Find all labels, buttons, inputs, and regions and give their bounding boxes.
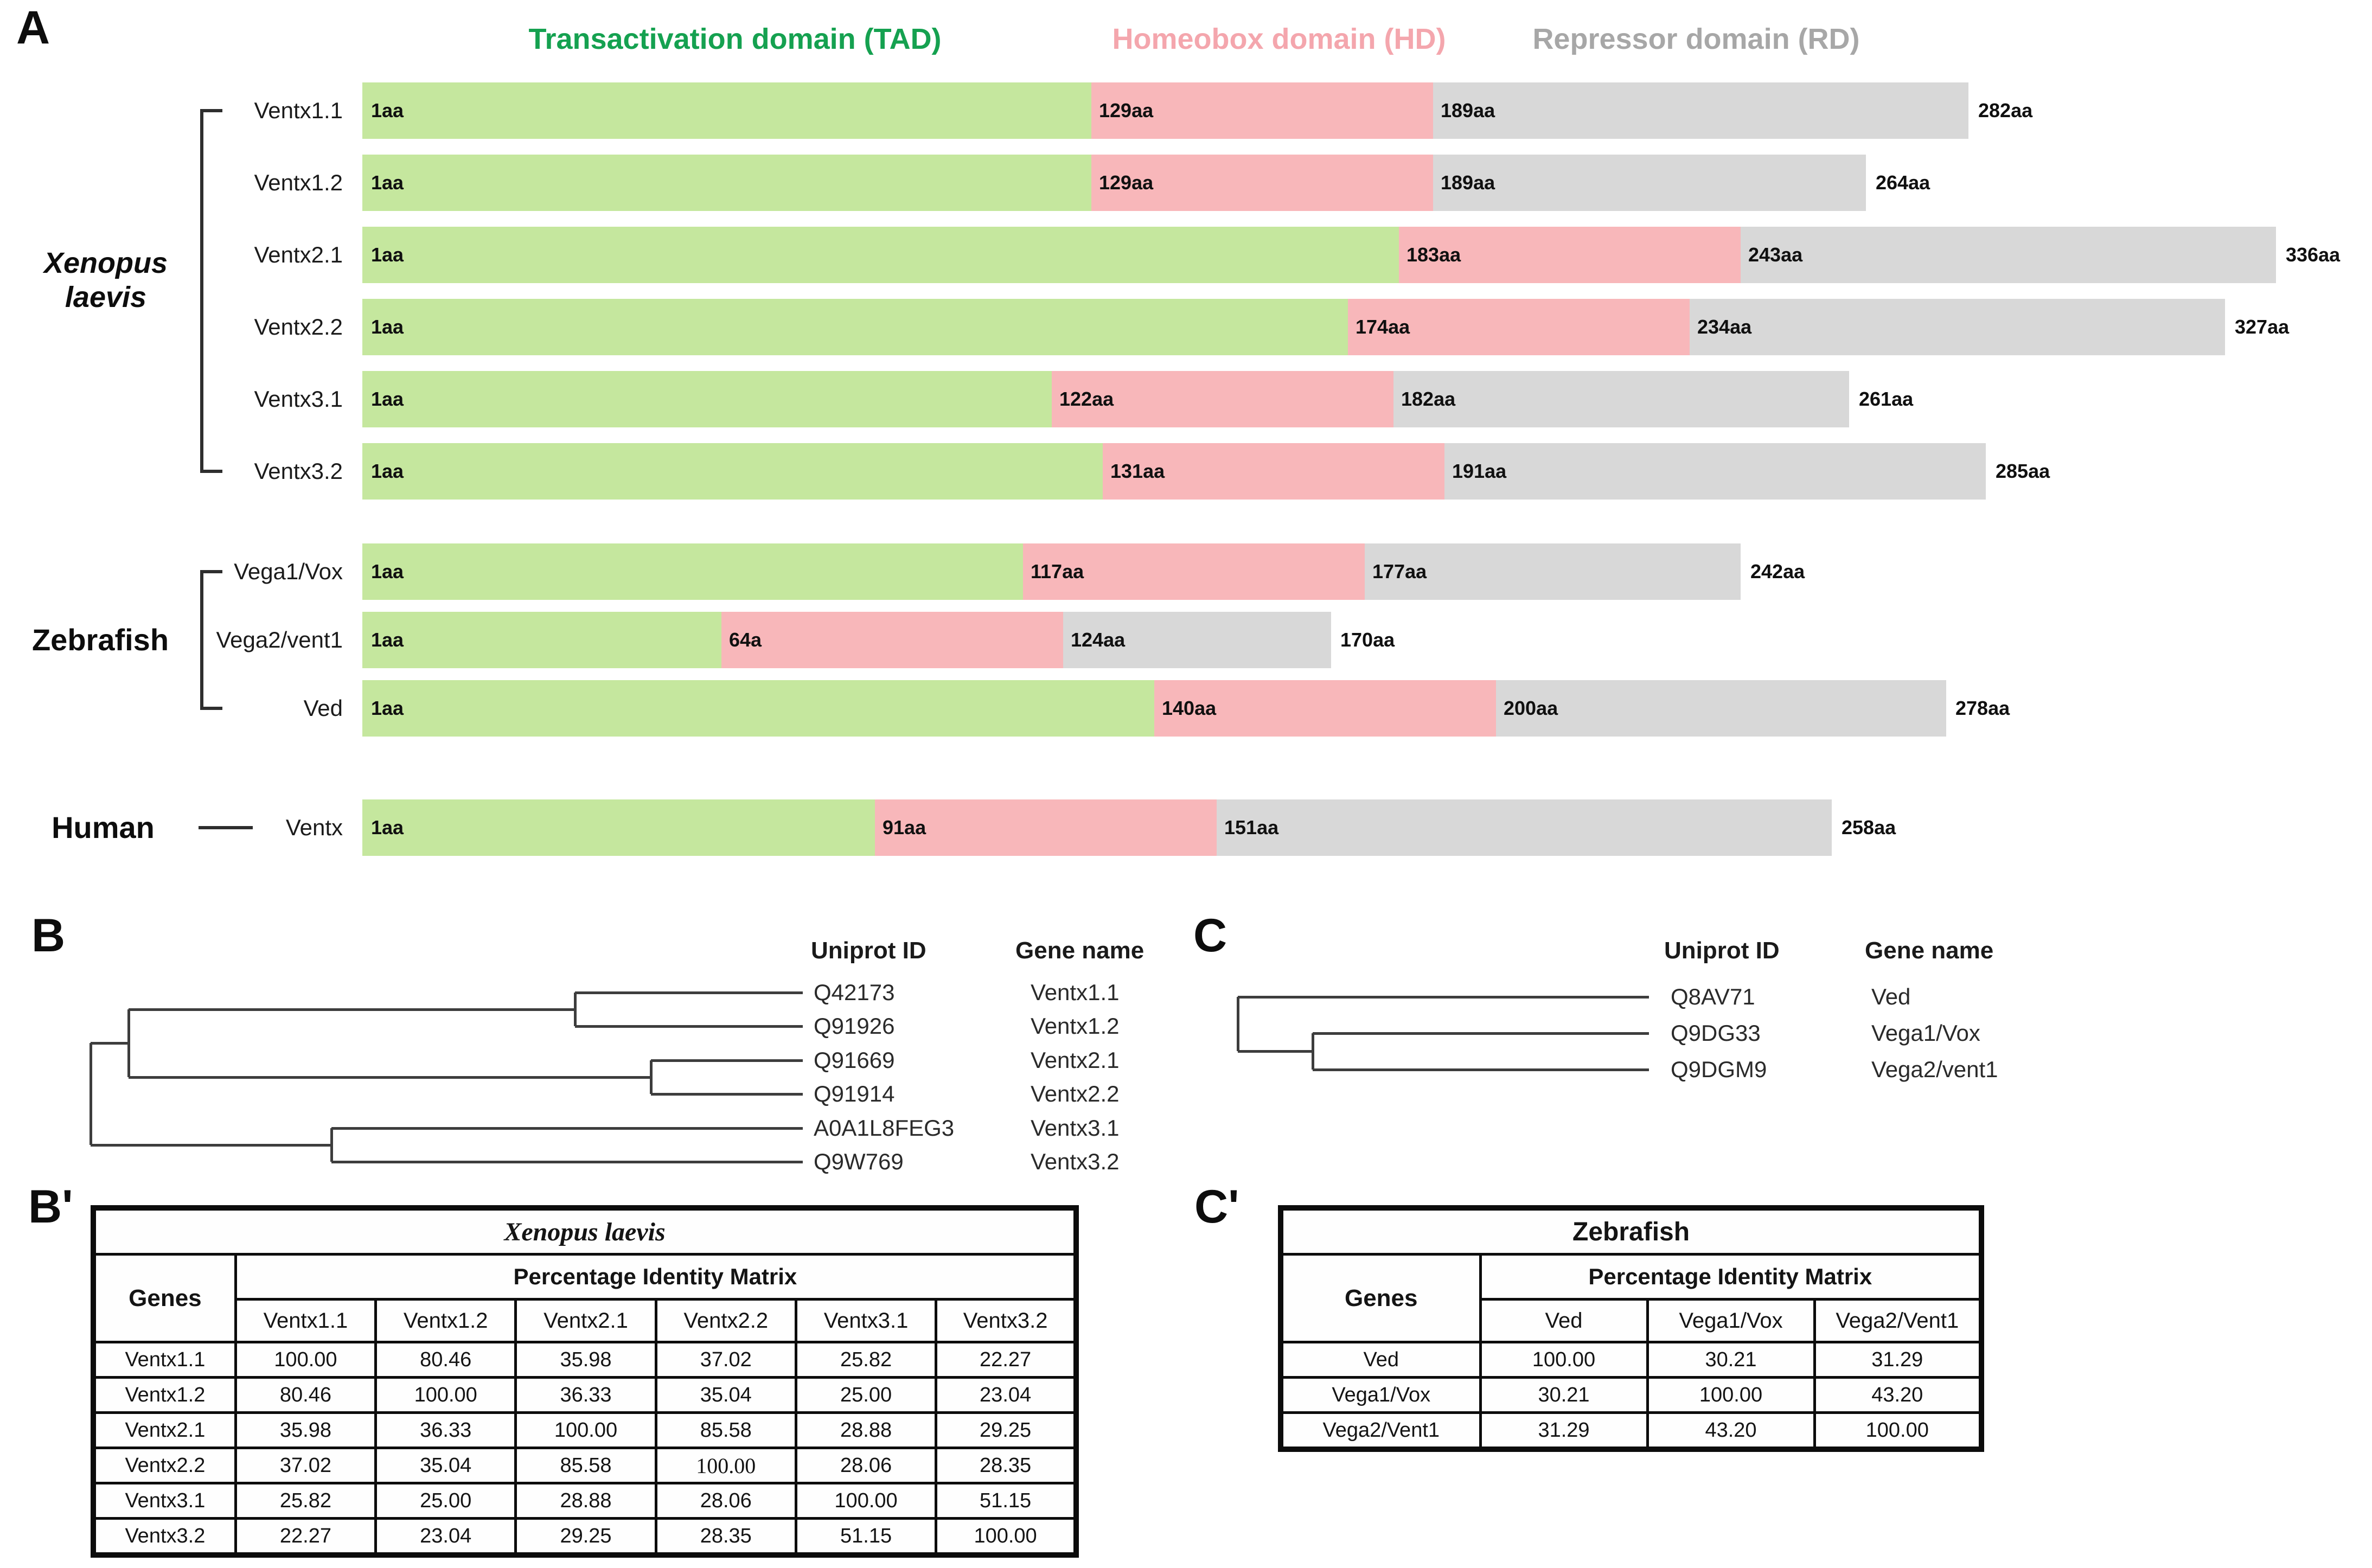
aa-end-label: 264aa [1876, 171, 1930, 194]
gene-name-header: Gene name [1015, 937, 1145, 964]
aa-end-label: 285aa [1996, 460, 2050, 482]
uniprot-id-header: Uniprot ID [1664, 937, 1780, 964]
aa-rd-start-label: 191aa [1452, 460, 1507, 482]
aa-start-label: 1aa [371, 244, 404, 266]
aa-hd-start-label: 64a [729, 629, 762, 651]
matrix-cell: 100.00 [235, 1342, 375, 1378]
aa-end-label: 170aa [1340, 629, 1395, 651]
aa-rd-start-label: 182aa [1401, 388, 1456, 410]
rd-domain-segment [1433, 82, 1968, 139]
matrix-cell: 100.00 [516, 1413, 656, 1448]
protein-row-name: Vega1/Vox [234, 559, 343, 584]
matrix-cell: 29.25 [516, 1519, 656, 1556]
matrix-row-label: Ventx2.1 [93, 1413, 235, 1448]
tree-leaf-uniprot-id: A0A1L8FEG3 [814, 1115, 955, 1141]
panel-c-prime-identity-table [1193, 1182, 2372, 1568]
matrix-row-label: Ventx3.2 [93, 1519, 235, 1556]
tree-branch-h [1313, 1068, 1649, 1071]
species-label-human: Human [52, 810, 155, 844]
aa-end-label: 327aa [2235, 316, 2290, 338]
tree-leaf-gene-name: Vega2/vent1 [1871, 1057, 1998, 1082]
aa-rd-start-label: 124aa [1071, 629, 1126, 651]
matrix-cell: 100.00 [1814, 1413, 1981, 1450]
matrix-cell: 100.00 [1647, 1378, 1814, 1413]
genes-header: Genes [93, 1255, 235, 1342]
matrix-cell: 35.04 [656, 1378, 796, 1413]
matrix-row-label: Ventx3.1 [93, 1483, 235, 1519]
matrix-cell: 37.02 [656, 1342, 796, 1378]
aa-end-label: 282aa [1978, 99, 2033, 121]
matrix-row-label: Vega2/Vent1 [1281, 1413, 1480, 1450]
tree-branch-h [331, 1127, 803, 1130]
aa-start-label: 1aa [371, 560, 404, 583]
tad-domain-segment [362, 371, 1052, 427]
aa-hd-start-label: 91aa [883, 816, 926, 839]
uniprot-id-header: Uniprot ID [811, 937, 926, 964]
tree-leaf-uniprot-id: Q91669 [814, 1047, 895, 1073]
matrix-row-label: Ventx2.2 [93, 1448, 235, 1483]
aa-hd-start-label: 117aa [1031, 560, 1084, 583]
aa-rd-start-label: 189aa [1441, 171, 1495, 194]
tree-leaf-uniprot-id: Q9W769 [814, 1149, 904, 1174]
tree-branch-h [1238, 996, 1649, 999]
tree-leaf-gene-name: Ventx3.2 [1031, 1149, 1120, 1174]
matrix-col-header: Ventx2.2 [656, 1300, 796, 1342]
matrix-cell: 35.98 [516, 1342, 656, 1378]
tree-branch-h [575, 1025, 803, 1028]
protein-row-name: Vega2/vent1 [216, 627, 343, 652]
matrix-col-header: Ventx1.2 [376, 1300, 516, 1342]
aa-end-label: 258aa [1842, 816, 1896, 839]
tree-leaf-gene-name: Ventx2.2 [1031, 1081, 1120, 1106]
tad-domain-segment [362, 680, 1154, 737]
matrix-cell: 43.20 [1814, 1378, 1981, 1413]
tree-branch-h [129, 1008, 575, 1011]
protein-row-name: Ventx2.2 [254, 314, 343, 340]
aa-start-label: 1aa [371, 99, 404, 121]
aa-rd-start-label: 189aa [1441, 99, 1495, 121]
tree-leaf-gene-name: Ved [1871, 984, 1911, 1009]
matrix-cell: 35.04 [376, 1448, 516, 1483]
tree-branch-h [331, 1161, 803, 1163]
table-caption: Zebrafish [1281, 1208, 1981, 1255]
matrix-cell: 31.29 [1480, 1413, 1647, 1450]
panel-c-prime-label: C' [1194, 1181, 1239, 1233]
matrix-col-header: Ventx3.2 [936, 1300, 1076, 1342]
tree-branch-h [1238, 1050, 1313, 1053]
matrix-cell: 51.15 [936, 1483, 1076, 1519]
matrix-cell: 22.27 [235, 1519, 375, 1556]
rd-domain-segment [1741, 227, 2276, 283]
tree-branch-h [1313, 1032, 1649, 1035]
tad-domain-segment [362, 543, 1023, 600]
hd-domain-segment [875, 799, 1217, 856]
matrix-cell: 22.27 [936, 1342, 1076, 1378]
tree-branch-h [651, 1059, 803, 1062]
tree-leaf-gene-name: Ventx1.1 [1031, 980, 1120, 1005]
species-label-zebrafish: Zebrafish [31, 623, 169, 657]
matrix-row-label: Ved [1281, 1342, 1480, 1378]
matrix-cell: 30.21 [1480, 1378, 1647, 1413]
matrix-cell: 100.00 [796, 1483, 936, 1519]
genes-header: Genes [1281, 1255, 1480, 1342]
tree-leaf-uniprot-id: Q9DG33 [1671, 1020, 1761, 1046]
matrix-cell: 100.00 [936, 1519, 1076, 1556]
protein-row-name: Ventx1.1 [254, 98, 343, 123]
tad-domain-segment [362, 227, 1399, 283]
tad-domain-segment [362, 612, 721, 668]
legend-rd-label: Repressor domain (RD) [1532, 23, 1860, 55]
matrix-cell: 28.88 [516, 1483, 656, 1519]
aa-hd-start-label: 174aa [1356, 316, 1410, 338]
matrix-row-label: Vega1/Vox [1281, 1378, 1480, 1413]
aa-start-label: 1aa [371, 816, 404, 839]
aa-hd-start-label: 131aa [1110, 460, 1165, 482]
group-bracket-vertical [200, 109, 203, 473]
hd-domain-segment [721, 612, 1063, 668]
matrix-cell: 25.82 [796, 1342, 936, 1378]
tree-leaf-gene-name: Ventx1.2 [1031, 1013, 1120, 1039]
matrix-cell: 28.06 [796, 1448, 936, 1483]
tree-branch-h [91, 1144, 331, 1147]
percentage-identity-matrix-header: Percentage Identity Matrix [1480, 1255, 1981, 1300]
tree-leaf-uniprot-id: Q9DGM9 [1671, 1057, 1767, 1082]
aa-start-label: 1aa [371, 629, 404, 651]
tree-branch-v [127, 1009, 130, 1077]
matrix-col-header: Ventx1.1 [235, 1300, 375, 1342]
tree-branch-h [129, 1076, 651, 1079]
matrix-cell: 30.21 [1647, 1342, 1814, 1378]
aa-end-label: 278aa [1955, 697, 2010, 719]
matrix-row-label: Ventx1.2 [93, 1378, 235, 1413]
protein-row-name: Ventx3.2 [254, 458, 343, 484]
aa-start-label: 1aa [371, 316, 404, 338]
gene-name-header: Gene name [1865, 937, 1994, 964]
matrix-row-label: Ventx1.1 [93, 1342, 235, 1378]
panel-a-label: A [16, 2, 50, 54]
aa-rd-start-label: 177aa [1372, 560, 1427, 583]
aa-hd-start-label: 183aa [1406, 244, 1461, 266]
percentage-identity-matrix-header: Percentage Identity Matrix [235, 1255, 1076, 1300]
panel-c-label: C [1193, 910, 1227, 962]
aa-rd-start-label: 200aa [1504, 697, 1558, 719]
matrix-col-header: Ventx3.1 [796, 1300, 936, 1342]
panel-b-phylo-tree-xenopus [0, 911, 1193, 1204]
matrix-cell: 43.20 [1647, 1413, 1814, 1450]
matrix-cell: 28.88 [796, 1413, 936, 1448]
tad-domain-segment [362, 299, 1348, 355]
panel-b-prime-label: B' [28, 1181, 73, 1233]
matrix-col-header: Vega2/Vent1 [1814, 1300, 1981, 1342]
panel-b-prime-identity-table [0, 1182, 1193, 1568]
matrix-cell: 35.98 [235, 1413, 375, 1448]
tree-leaf-uniprot-id: Q42173 [814, 980, 895, 1005]
rd-domain-segment [1444, 443, 1986, 500]
matrix-cell: 23.04 [376, 1519, 516, 1556]
legend-tad-label: Transactivation domain (TAD) [528, 23, 942, 55]
aa-end-label: 261aa [1859, 388, 1914, 410]
matrix-cell: 25.00 [376, 1483, 516, 1519]
tree-branch-v [1237, 997, 1239, 1051]
tad-domain-segment [362, 155, 1091, 211]
matrix-cell: 28.06 [656, 1483, 796, 1519]
matrix-cell: 80.46 [235, 1378, 375, 1413]
protein-row-name: Ventx3.1 [254, 386, 343, 412]
tree-leaf-gene-name: Vega1/Vox [1871, 1020, 1980, 1046]
aa-hd-start-label: 129aa [1099, 171, 1154, 194]
species-label-xenopus-laevis: laevis [65, 281, 147, 313]
aa-hd-start-label: 140aa [1162, 697, 1217, 719]
aa-start-label: 1aa [371, 697, 404, 719]
tree-leaf-uniprot-id: Q91914 [814, 1081, 895, 1106]
tree-branch-h [651, 1093, 803, 1096]
matrix-cell: 100.00 [1480, 1342, 1647, 1378]
protein-row-name: Ventx [285, 815, 343, 840]
aa-start-label: 1aa [371, 171, 404, 194]
species-label-xenopus-laevis: Xenopus [43, 247, 168, 279]
tree-leaf-uniprot-id: Q8AV71 [1671, 984, 1755, 1009]
matrix-cell: 36.33 [516, 1378, 656, 1413]
table-caption: Xenopus laevis [93, 1208, 1076, 1255]
matrix-cell: 51.15 [796, 1519, 936, 1556]
aa-end-label: 242aa [1750, 560, 1805, 583]
panel-c-phylo-tree-zebrafish [1193, 911, 2372, 1204]
matrix-cell: 37.02 [235, 1448, 375, 1483]
tree-branch-v [89, 1043, 92, 1145]
matrix-cell: 100.00 [376, 1378, 516, 1413]
matrix-cell: 100.00 [656, 1448, 796, 1483]
matrix-cell: 36.33 [376, 1413, 516, 1448]
tree-branch-h [575, 991, 803, 994]
aa-end-label: 336aa [2286, 244, 2341, 266]
aa-rd-start-label: 234aa [1697, 316, 1752, 338]
legend-hd-label: Homeobox domain (HD) [1112, 23, 1446, 55]
rd-domain-segment [1690, 299, 2225, 355]
percentage-identity-matrix-table [1278, 1205, 1984, 1452]
tree-branch-h [91, 1042, 129, 1045]
tree-leaf-gene-name: Ventx3.1 [1031, 1115, 1120, 1141]
tree-leaf-gene-name: Ventx2.1 [1031, 1047, 1120, 1073]
matrix-cell: 85.58 [516, 1448, 656, 1483]
matrix-col-header: Ventx2.1 [516, 1300, 656, 1342]
tree-branch-v [650, 1060, 653, 1094]
rd-domain-segment [1393, 371, 1849, 427]
percentage-identity-matrix-table [91, 1205, 1079, 1558]
matrix-cell: 28.35 [656, 1519, 796, 1556]
matrix-cell: 80.46 [376, 1342, 516, 1378]
aa-start-label: 1aa [371, 388, 404, 410]
tree-leaf-uniprot-id: Q91926 [814, 1013, 895, 1039]
tad-domain-segment [362, 82, 1091, 139]
aa-rd-start-label: 151aa [1224, 816, 1279, 839]
aa-hd-start-label: 129aa [1099, 99, 1154, 121]
rd-domain-segment [1217, 799, 1832, 856]
matrix-col-header: Ved [1480, 1300, 1647, 1342]
tree-branch-v [574, 993, 577, 1026]
aa-start-label: 1aa [371, 460, 404, 482]
tree-branch-v [1312, 1033, 1314, 1070]
protein-row-name: Ventx2.1 [254, 242, 343, 267]
matrix-col-header: Vega1/Vox [1647, 1300, 1814, 1342]
tad-domain-segment [362, 799, 875, 856]
aa-hd-start-label: 122aa [1059, 388, 1114, 410]
matrix-cell: 85.58 [656, 1413, 796, 1448]
matrix-cell: 28.35 [936, 1448, 1076, 1483]
aa-rd-start-label: 243aa [1748, 244, 1803, 266]
matrix-cell: 31.29 [1814, 1342, 1981, 1378]
matrix-cell: 23.04 [936, 1378, 1076, 1413]
protein-row-name: Ventx1.2 [254, 170, 343, 195]
matrix-cell: 25.00 [796, 1378, 936, 1413]
tad-domain-segment [362, 443, 1103, 500]
rd-domain-segment [1496, 680, 1946, 737]
matrix-cell: 29.25 [936, 1413, 1076, 1448]
panel-b-label: B [31, 910, 66, 962]
rd-domain-segment [1433, 155, 1866, 211]
tree-branch-v [330, 1128, 333, 1162]
protein-row-name: Ved [303, 695, 343, 721]
matrix-cell: 25.82 [235, 1483, 375, 1519]
